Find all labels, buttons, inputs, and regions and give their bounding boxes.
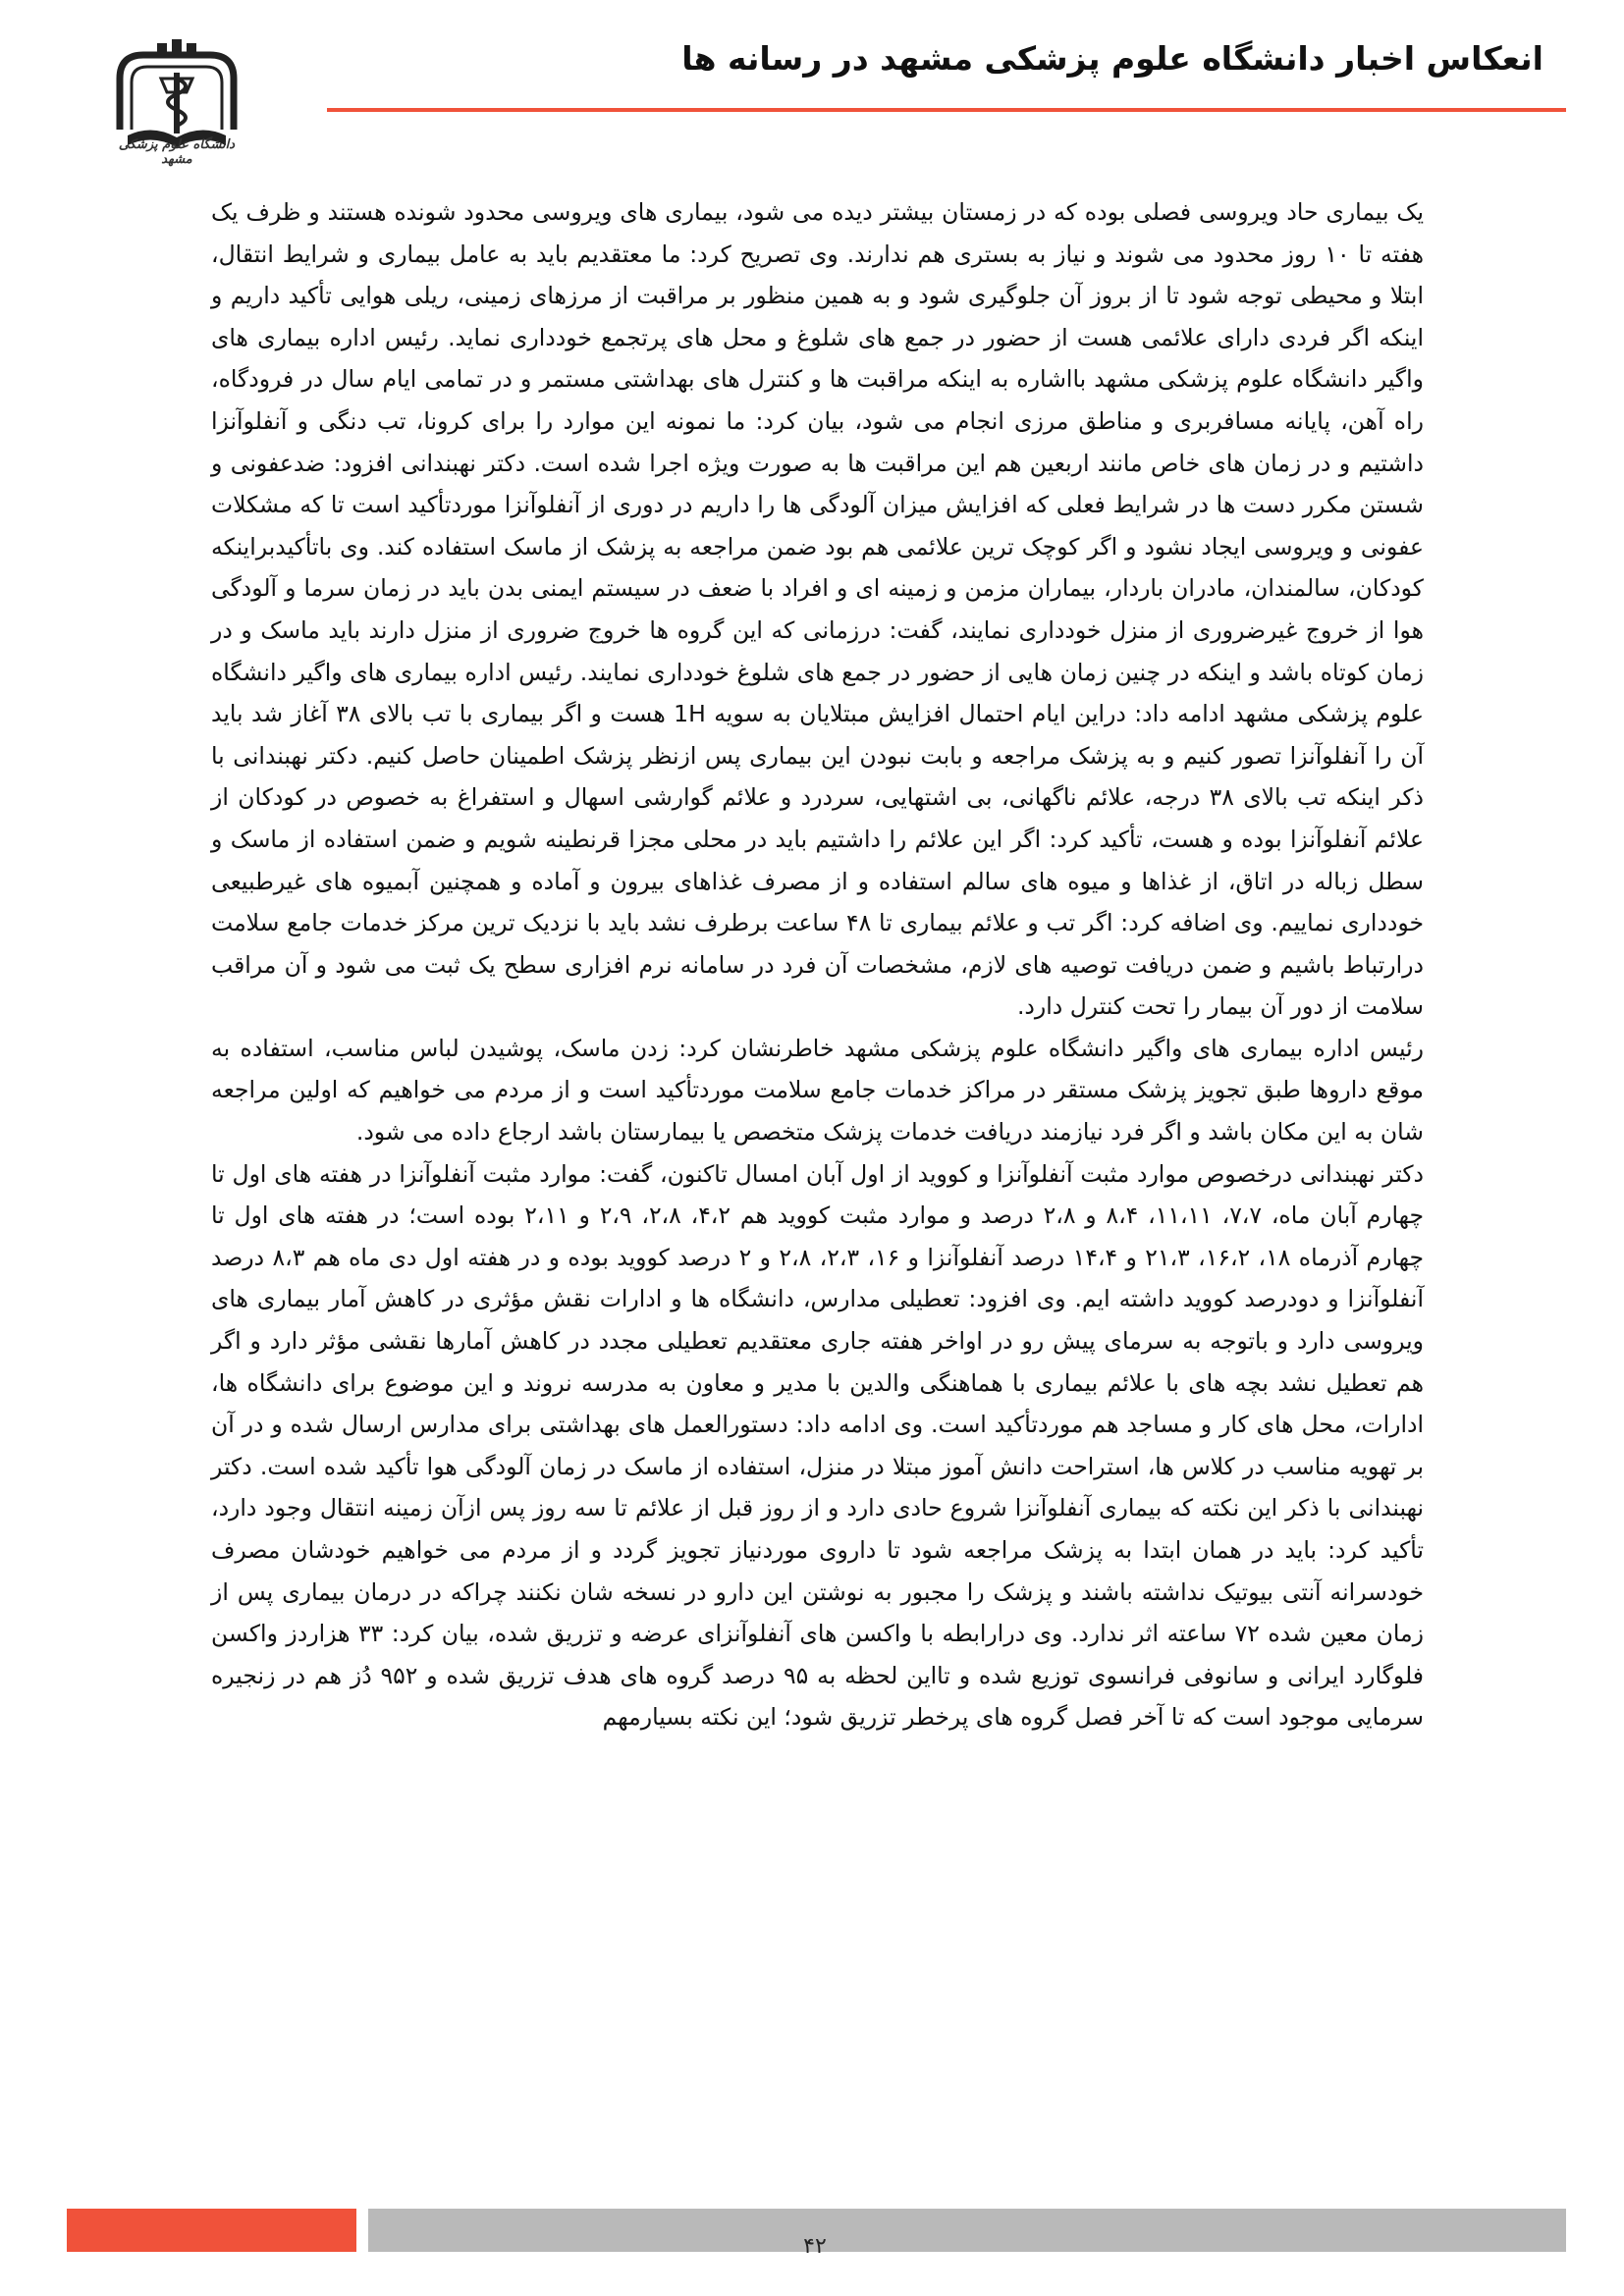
article-paragraph: دکتر نهبندانی درخصوص موارد مثبت آنفلوآنزا و کووید از اول آبان امسال تاکنون، گفت: موارد مثبت آنفلوآنزا در هفته های اول تا چهارم آبان ماه، ۷،۷، ۱۱،۱۱، ۸،۴ و ۲،۸ درصد و موارد مثبت کووید هم ۴،۲، ۲،۸، ۲،۹ و ۲،۱۱ بوده است؛ در هفته های اول تا چهارم آذرماه ۱۸، ۱۶،۲، ۲۱،۳ و ۱۴،۴ درصد آنفلوآنزا و ۱۶، ۲،۳، ۲،۸ و ۲ درصد کووید بوده و در هفته اول دی ماه هم ۸،۳ درصد آنفلوآنزا و دودرصد کووید داشته ایم. وی افزود: تعطیلی مدارس، دانشگاه ها و ادارات نقش مؤثری در کاهش آمار بیماری های ویروسی دارد و باتوجه به سرمای پیش رو در اواخر هفته جاری معتقدیم تعطیلی مجدد در کاهش آمارها نقشی مؤثر دارد و اگر هم تعطیل نشد بچه های با علائم بیماری با هماهنگی والدین با مدیر و معاون به مدرسه نروند و این موضوع برای دانشگاه ها، ادارات، محل های کار و مساجد هم موردتأکید است. وی ادامه داد: دستورالعمل های بهداشتی برای مدارس ارسال شده و در آن بر تهویه مناسب در کلاس ها، استراحت دانش آموز مبتلا در منزل، استفاده از ماسک در زمان آلودگی هوا تأکید شده است. دکتر نهبندانی با ذکر این نکته که بیماری آنفلوآنزا شروع حادی دارد و از روز قبل از علائم تا سه روز پس ازآن زمینه انتقال وجود دارد، تأکید کرد: باید در همان ابتدا به پزشک مراجعه شود تا داروی موردنیاز تجویز گردد و از مردم می خواهیم خودشان مصرف خودسرانه آنتی بیوتیک نداشته باشند و پزشک را مجبور به نوشتن این دارو در نسخه شان نکنند چراکه در درمان بیماری پس از زمان معین شده ۷۲ ساعته اثر ندارد. وی درارابطه با واکسن های آنفلوآنزای عرضه و تزریق شده، بیان کرد: ۳۳ هزاردز واکسن فلوگارد ایرانی و سانوفی فرانسوی توزیع شده و تااین لحظه به ۹۵ درصد گروه های هدف تزریق شده و ۹۵۲ دُز هم در زنجیره سرمایی موجود است که تا آخر فصل گروه های پرخطر تزریق شود؛ این نکته بسیارمهم: [211, 1159, 1425, 1732]
header-divider: [327, 108, 1566, 112]
page-header-title: انعکاس اخبار دانشگاه علوم پزشکی مشهد در رسانه ها: [681, 39, 1543, 78]
article-paragraph: یک بیماری حاد ویروسی فصلی بوده که در زمستان بیشتر دیده می شود، بیماری های ویروسی محدود شونده هستند و ظرف یک هفته تا ۱۰ روز محدود می شوند و نیاز به بستری هم ندارند. وی تصریح کرد: ما معتقدیم باید به عامل بیماری و شرایط انتقال، ابتلا و محیطی توجه شود تا از بروز آن جلوگیری شود و به همین منظور بر مراقبت از مرزهای زمینی، ریلی هوایی تأکید داریم و اینکه اگر فردی دارای علائمی هست از حضور در جمع های شلوغ و محل های پرتجمع خودداری نماید. رئیس اداره بیماری های واگیر دانشگاه علوم پزشکی مشهد بااشاره به اینکه مراقبت ها و کنترل های بهداشتی مستمر و در تمامی ایام سال در فرودگاه، راه آهن، پایانه مسافربری و مناطق مرزی انجام می شود، بیان کرد: ما نمونه این موارد را برای کرونا، تب دنگی و آنفلوآنزا داشتیم و در زمان های خاص مانند اربعین هم این مراقبت ها به صورت ویژه اجرا شده است. دکتر نهبندانی افزود: ضدعفونی و شستن مکرر دست ها در شرایط فعلی که افزایش میزان آلودگی ها را داریم در دوری از آنفلوآنزا موردتأکید است تا که مشکلات عفونی و ویروسی ایجاد نشود و اگر کوچک ترین علائمی هم بود ضمن مراجعه به پزشک از ماسک استفاده کند. وی باتأکیدبراینکه کودکان، سالمندان، مادران باردار، بیماران مزمن و زمینه ای و افراد با ضعف در سیستم ایمنی بدن باید در زمان سرما و آلودگی هوا از خروج غیرضروری از منزل خودداری نمایند، گفت: درزمانی که این گروه ها خروج ضروری از منزل دارند باید ماسک و در زمان کوتاه باشد و اینکه در چنین زمان هایی از حضور در جمع های شلوغ خودداری نمایند. رئیس اداره بیماری های واگیر دانشگاه علوم پزشکی مشهد ادامه داد: دراین ایام احتمال افزایش مبتلایان به سویه 1H هست و اگر بیماری با تب بالای ۳۸ آغاز شد باید آن را آنفلوآنزا تصور کنیم و به پزشک مراجعه و بابت نبودن این بیماری پس ازنظر پزشک اطمینان حاصل کنیم. دکتر نهبندانی با ذکر اینکه تب بالای ۳۸ درجه، علائم ناگهانی، بی اشتهایی، سردرد و علائم گوارشی اسهال و استفراغ به خصوص در کودکان از علائم آنفلوآنزا بوده و هست، تأکید کرد: اگر این علائم را داشتیم باید در محلی مجزا قرنطینه شویم و ضمن استفاده از ماسک و سطل زباله در اتاق، از غذاها و میوه های سالم استفاده و از مصرف غذاهای بیرون و آماده و همچنین آبمیوه های غیرطبیعی خودداری نماییم. وی اضافه کرد: اگر تب و علائم بیماری تا ۴۸ ساعت برطرف نشد باید با نزدیک ترین مرکز خدمات جامع سلامت درارتباط باشیم و ضمن دریافت توصیه های لازم، مشخصات آن فرد در سامانه نرم افزاری سطح یک ثبت می شود و آن مراقب سلامت از دور آن بیمار را تحت کنترل دارد.: [211, 198, 1424, 1021]
article-paragraph: رئیس اداره بیماری های واگیر دانشگاه علوم پزشکی مشهد خاطرنشان کرد: زدن ماسک، پوشیدن لباس مناسب، استفاده به موقع داروها طبق تجویز پزشک مستقر در مراکز خدمات جامع سلامت موردتأکید است و از مردم می خواهیم که اولین مراجعه شان به این مکان باشد و اگر فرد نیازمند دریافت خدمات پزشک متخصص یا بیمارستان باشد ارجاع داده می شود.: [211, 1034, 1424, 1147]
article-body: [211, 191, 1424, 1738]
footer-accent-bar: [67, 2209, 356, 2252]
page-number: ۴۲: [803, 2234, 827, 2259]
footer-gray-bar: [368, 2209, 1566, 2252]
logo-caption: دانشگاه علوم پزشکی مشهد: [118, 137, 236, 167]
